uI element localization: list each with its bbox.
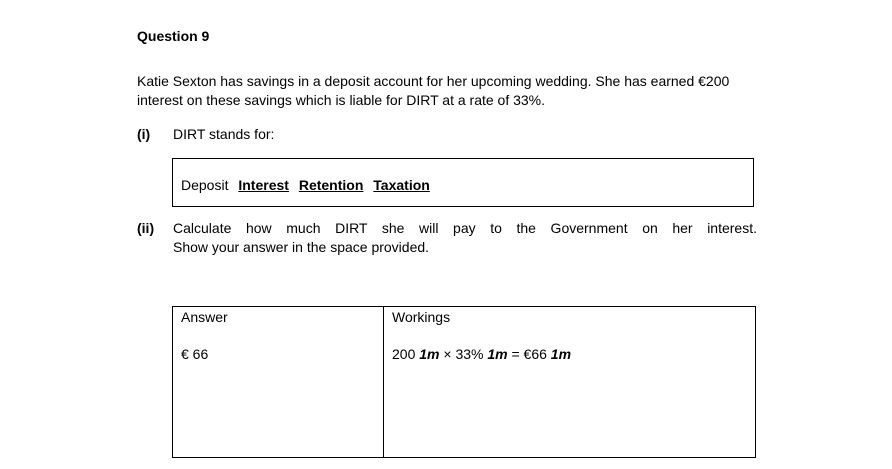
intro-line-2: interest on these savings which is liable for DIRT at a rate of 33%.: [137, 92, 546, 108]
workings-mark-2: 1m: [487, 346, 508, 362]
question-intro: [137, 72, 777, 110]
part-ii-label: (ii): [137, 220, 155, 236]
intro-line-1: Katie Sexton has savings in a deposit account for her upcoming wedding. She has earned €200: [137, 73, 730, 89]
answer-workings-table: [172, 306, 756, 458]
dirt-word-taxation: Taxation: [373, 177, 430, 193]
answer-column: [173, 307, 384, 457]
part-i-label: (i): [137, 126, 151, 142]
answer-value: € 66: [181, 346, 209, 362]
part-ii-prompt-line-1: Calculate how much DIRT she will pay to the Government on her interest.: [173, 220, 757, 236]
dirt-word-retention: Retention: [298, 177, 364, 193]
workings-mark-1: 1m: [419, 346, 440, 362]
workings-term-3: = €66: [507, 346, 551, 362]
part-i-prompt: DIRT stands for:: [173, 126, 275, 142]
answer-header: Answer: [181, 309, 228, 325]
part-ii-prompt-line-2: Show your answer in the space provided.: [173, 239, 430, 255]
dirt-answer-box: [172, 158, 754, 207]
workings-term-1: 200: [392, 346, 420, 362]
dirt-answer-words: [181, 177, 436, 193]
workings-header: Workings: [392, 309, 451, 325]
workings-column: [384, 307, 755, 457]
dirt-word-deposit: Deposit: [181, 177, 229, 193]
question-title: Question 9: [137, 28, 210, 44]
dirt-word-interest: Interest: [238, 177, 289, 193]
workings-calculation: [392, 346, 571, 362]
workings-term-2: × 33%: [439, 346, 488, 362]
workings-mark-3: 1m: [550, 346, 572, 362]
